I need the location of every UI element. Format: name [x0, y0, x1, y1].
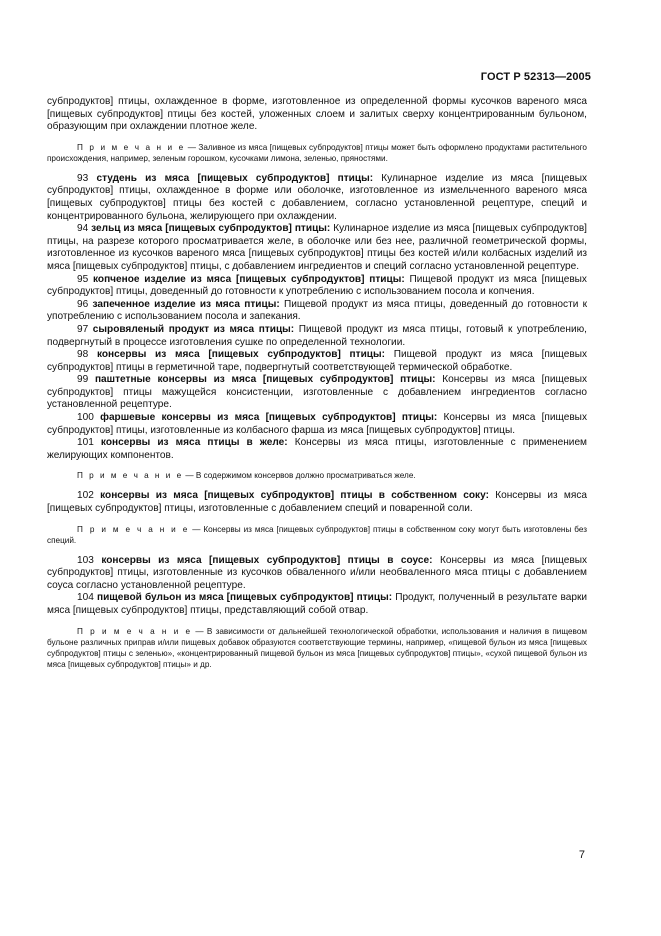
term-name: консервы из мяса [пищевых субпродуктов] птицы:	[96, 349, 385, 361]
term-number: 99	[77, 374, 89, 386]
term-definition: Кулинарное изделие из мяса [пищевых субпродуктов] птицы, на разрезе которого просматривается желе, в оболочке или без нее, различной геометрической формы, изготовленное из кусочков вареного мяса [пищевых субпродуктов] птицы без костей и/или колбасных изделий из мяса [пищевых субпродуктов] птицы, с добавлением ингредиентов и специй согласно установленной рецептуре.	[47, 223, 587, 272]
note-text: — Заливное из мяса [пищевых субпродуктов] птицы может быть оформлено продуктами растительного происхождения, например, зеленым горошком, кусочками лимона, зеленью, пряностями.	[47, 142, 587, 163]
term-definition: Консервы из мяса [пищевых субпродуктов] птицы, изготовленные с добавлением специй и поваренной соли.	[47, 490, 587, 515]
note	[47, 626, 587, 670]
term-name: пищевой бульон из мяса [пищевых субпродуктов] птицы:	[96, 592, 393, 604]
term-definition: Кулинарное изделие из мяса [пищевых субпродуктов] птицы, охлажденное в форме или оболочке, изготовленное из измельченного вареного мяса [пищевых субпродуктов] птицы без костей с добавлением, согласно установленной рецептуре, специй и концентрированного бульона, желирующего при охлаждении.	[47, 172, 588, 222]
note-text: — Консервы из мяса [пищевых субпродуктов] птицы в собственном соку могут быть изготовлены без специй.	[47, 524, 588, 545]
term-definition: Консервы из мяса [пищевых субпродуктов] птицы, изготовленные из кусочков обваленного и/или необваленного мяса птицы с добавлением соуса согласно установленной рецептуре.	[47, 554, 588, 591]
note	[47, 470, 587, 481]
term-name: запеченное изделие из мяса птицы:	[92, 298, 280, 310]
term-entry-104	[47, 592, 587, 617]
term-definition: Консервы из мяса [пищевых субпродуктов] птицы, изготовленные из колбасного фарша из мяса [пищевых субпродуктов] птицы.	[47, 412, 587, 436]
term-entry-102	[47, 490, 587, 515]
note-label: П р и м е ч а н и е	[77, 524, 190, 534]
term-entry-97	[47, 324, 587, 349]
term-number: 97	[77, 323, 89, 335]
term-number: 100	[77, 412, 94, 424]
note-label: П р и м е ч а н и е	[77, 142, 186, 152]
term-definition: Продукт, полученный в результате варки мяса [пищевых субпродуктов] птицы, представляющий собой отвар.	[47, 592, 588, 616]
term-entry-101	[47, 437, 587, 462]
document-header: ГОСТ Р 52313—2005	[480, 71, 591, 83]
term-definition: Консервы из мяса [пищевых субпродуктов] птицы мажущейся консистенции, изготовленные с добавлением ингредиентов согласно установленной рецептуре.	[47, 374, 587, 411]
note	[47, 524, 587, 546]
note-label: П р и м е ч а н и е	[77, 626, 193, 636]
term-entry-96	[47, 299, 587, 324]
term-entry-100	[47, 412, 587, 437]
term-number: 96	[77, 298, 89, 310]
term-name: паштетные консервы из мяса [пищевых субпродуктов] птицы:	[94, 374, 436, 386]
note-text: — В содержимом консервов должно просматриваться желе.	[183, 471, 416, 481]
term-name: сыровяленый продукт из мяса птицы:	[92, 323, 295, 335]
term-number: 98	[77, 349, 89, 361]
term-name: консервы из мяса [пищевых субпродуктов] птицы в соусе:	[101, 554, 433, 566]
term-number: 101	[77, 437, 94, 449]
page-number: 7	[578, 849, 585, 861]
term-number: 102	[77, 490, 94, 502]
term-number: 103	[77, 554, 94, 566]
note-text: — В зависимости от дальнейшей технологической обработки, использования и наличия в пищевом бульоне различных приправ и/или пищевых добавок образуются соответствующие термины, например, «пищевой бульон из мяса [пищевых субпродуктов] птицы с зеленью», «концентрированный пищевой бульон из мяса [пищевых субпродуктов] птицы», «сухой пищевой бульон из мяса [пищевых субпродуктов] птицы» и др.	[47, 626, 587, 669]
term-definition: Пищевой продукт из мяса птицы, готовый к употреблению, подвергнутый в процессе изготовления сушке по определенной технологии.	[47, 323, 587, 348]
note	[47, 142, 587, 164]
term-number: 104	[77, 592, 94, 604]
term-definition: Пищевой продукт из мяса [пищевых субпродуктов] птицы в герметичной таре, подвергнутый соответствующей термической обработке.	[47, 349, 587, 373]
term-entry-103	[47, 555, 587, 593]
term-name: копченое изделие из мяса [пищевых субпродуктов] птицы:	[93, 273, 405, 285]
term-name: консервы из мяса птицы в желе:	[100, 437, 288, 449]
term-definition: Пищевой продукт из мяса [пищевых субпродуктов] птицы, доведенный до готовности к употреблению с использованием посола и копчения.	[47, 273, 587, 298]
term-number: 93	[77, 172, 89, 184]
term-number: 95	[77, 273, 89, 285]
term-entry-95	[47, 274, 587, 299]
term-definition: Пищевой продукт из мяса птицы, доведенный до готовности к употреблению с использованием посола и запекания.	[47, 298, 587, 323]
term-definition: Консервы из мяса птицы, изготовленные с применением желирующих компонентов.	[47, 437, 587, 461]
term-entry-99	[47, 374, 587, 412]
note-label: П р и м е ч а н и е	[77, 471, 184, 481]
continuation-paragraph: субпродуктов] птицы, охлажденное в форме, изготовленное из определенной формы кусочков вареного мяса [пищевых субпродуктов] птицы без костей, уложенных слоем и залитых сверху концентрированным бульоном, образующим при охлаждении плотное желе.	[47, 96, 587, 133]
term-name: зельц из мяса [пищевых субпродуктов] птицы:	[91, 223, 331, 235]
term-entry-98	[47, 349, 587, 374]
term-entry-94	[47, 223, 587, 273]
document-body	[47, 96, 587, 670]
term-entry-93	[47, 173, 587, 223]
term-number: 94	[77, 223, 89, 235]
term-name: фаршевые консервы из мяса [пищевых субпродуктов] птицы:	[100, 412, 438, 424]
term-name: студень из мяса [пищевых субпродуктов] птицы:	[96, 172, 374, 184]
term-name: консервы из мяса [пищевых субпродуктов] птицы в собственном соку:	[100, 490, 489, 502]
